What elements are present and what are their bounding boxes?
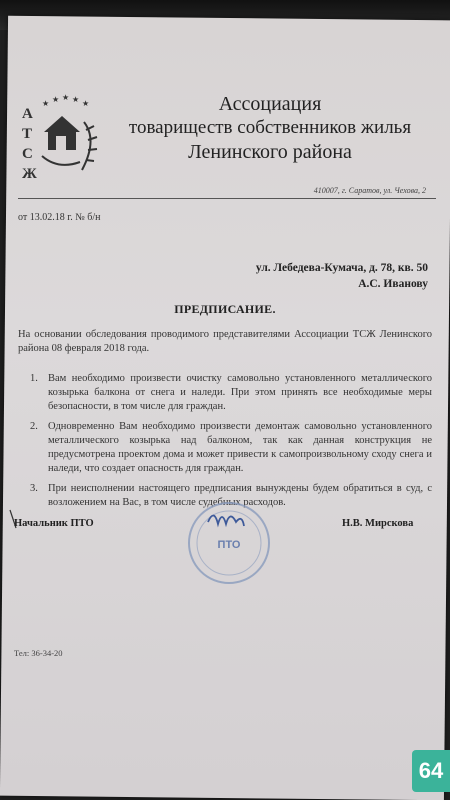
header-divider	[18, 198, 436, 199]
signatory-name: Н.В. Мирскова	[342, 518, 414, 529]
item-number: 1.	[30, 373, 38, 384]
logo-letter-s: С	[22, 146, 33, 162]
svg-text:★: ★	[62, 93, 70, 102]
recipient-name: А.С. Иванову	[358, 278, 428, 290]
svg-text:★: ★	[42, 99, 50, 108]
recipient-address: ул. Лебедева-Кумача, д. 78, кв. 50	[255, 262, 428, 274]
document-title: ПРЕДПИСАНИЕ.	[174, 302, 276, 316]
official-stamp	[184, 498, 274, 588]
svg-text:★: ★	[82, 99, 90, 108]
handwritten-signature	[208, 515, 244, 526]
signatory-position: Начальник ПТО	[14, 518, 94, 529]
site-badge[interactable]: 64	[412, 750, 450, 792]
title-line-2: товариществ собственников жилья	[128, 117, 412, 138]
intro-paragraph: На основании обследования проводимого представителями Ассоциации ТСЖ Ленинского района 08 февраля 2018 года.	[18, 329, 432, 354]
telephone: Тел: 36-34-20	[14, 648, 63, 658]
association-logo	[18, 92, 106, 180]
logo-letter-zh: Ж	[22, 166, 37, 180]
item-number: 2.	[30, 421, 38, 432]
logo-letter-a: А	[22, 106, 33, 122]
item-text: Вам необходимо произвести очистку самовольно установленного металлического козырька балкона от снега и наледи. При этом принять все необходимые меры безопасности, в том числе для граждан.	[48, 373, 432, 412]
logo-letter-t: Т	[22, 126, 33, 142]
organization-title	[105, 92, 435, 164]
prescription-items	[18, 372, 432, 516]
svg-text:★: ★	[72, 95, 80, 104]
item-number: 3.	[30, 483, 38, 494]
svg-text:★: ★	[52, 95, 60, 104]
stamp-text: ПТО	[217, 539, 241, 551]
organization-address: 410007, г. Саратов, ул. Чехова, 2	[313, 186, 426, 195]
list-item	[18, 420, 432, 476]
title-line-1: Ассоциация	[218, 93, 322, 115]
title-line-3: Ленинского района	[188, 141, 352, 163]
item-text: Одновременно Вам необходимо произвести демонтаж самовольно установленного металлического козырька над балконом, так как данная конструкция не предусмотрена проектом дома и может привести к самопроизвольному сходу снега и наледи, что создает опасность для граждан.	[48, 421, 432, 474]
item-text: При неисполнении настоящего предписания вынуждены будем обратиться в суд, с возложением на Вас, в том числе судебных расходов.	[48, 483, 432, 508]
list-item	[18, 372, 432, 414]
document-reference: от 13.02.18 г. № б/н	[18, 212, 101, 223]
recipient-block	[256, 260, 428, 292]
